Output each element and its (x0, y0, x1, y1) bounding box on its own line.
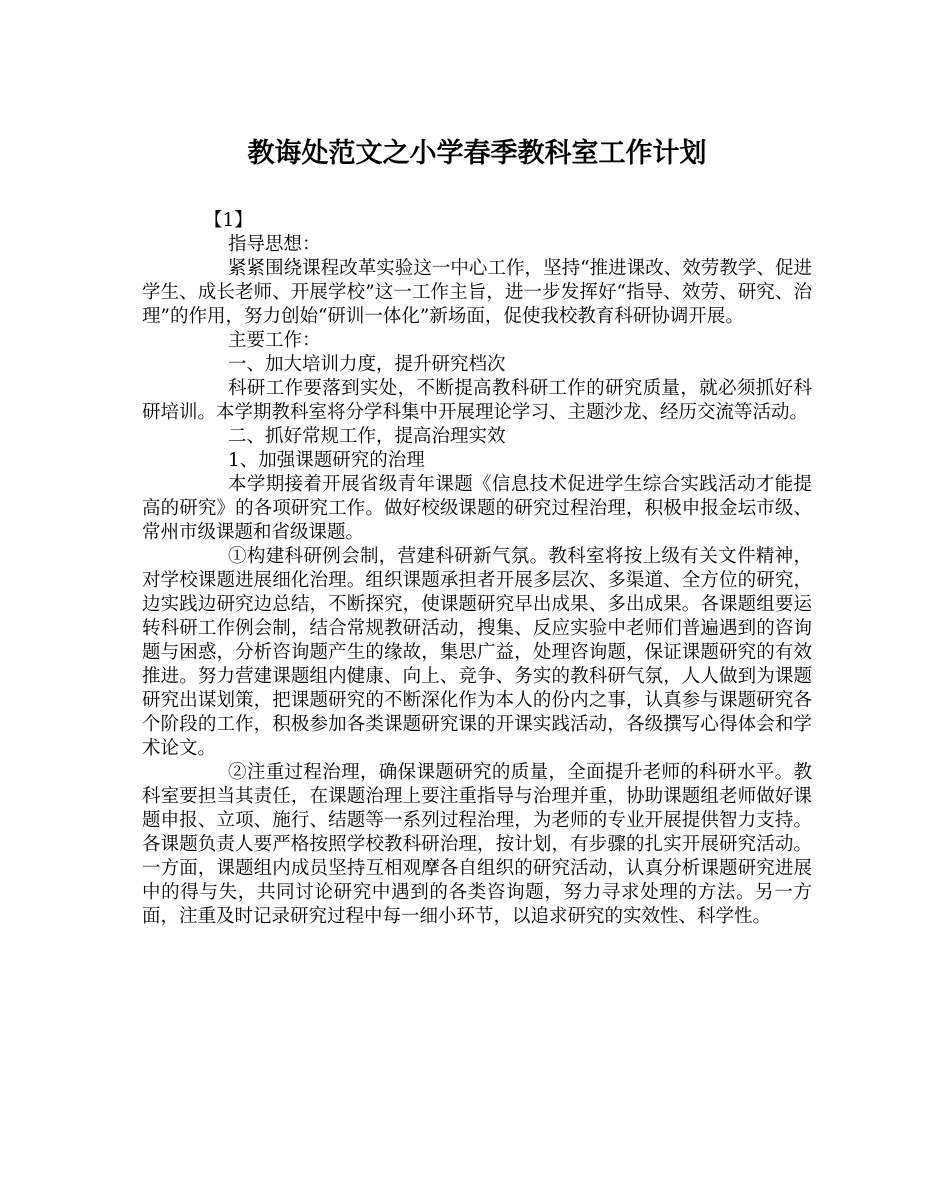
heading-main-work: 主要工作： (228, 330, 321, 351)
paragraph-guiding-ideology: 紧紧围绕课程改革实验这一中心工作，坚持“推进课改、效劳教学、促进学生、成长老师、开展学校”这一工作主旨，进一步发挥好“指导、效劳、研究、治理”的作用，努力创始“研训一体化”新场面，促使我校教育科研协调开展。 (142, 258, 812, 327)
heading-subsection-1: 1、加强课题研究的治理 (228, 450, 425, 471)
paragraph-training: 科研工作要落到实处，不断提高教科研工作的研究质量，就必须抓好科研培训。本学期教科室将分学科集中开展理论学习、主题沙龙、经历交流等活动。 (142, 378, 812, 423)
heading-section-1: 一、加大培训力度，提升研究档次 (228, 354, 506, 375)
heading-section-2: 二、抓好常规工作，提高治理实效 (228, 426, 506, 447)
section-marker: 【1】 (204, 210, 253, 231)
paragraph-project-research: 本学期接着开展省级青年课题《信息技术促进学生综合实践活动才能提高的研究》的各项研究工作。做好校级课题的研究过程治理，积极申报金坛市级、常州市级课题和省级课题。 (142, 474, 812, 543)
page-title: 教诲处范文之小学春季教科室工作计划 (247, 138, 707, 169)
document-body (142, 209, 812, 929)
heading-guiding-ideology: 指导思想： (228, 234, 321, 255)
paragraph-research-meeting: ①构建科研例会制，营建科研新气氛。教科室将按上级有关文件精神，对学校课题进展细化治理。组织课题承担者开展多层次、多渠道、全方位的研究，边实践边研究边总结，不断探究，使课题研究早出成果、多出成果。各课题组要运转科研工作例会制，结合常规教研活动，搜集、反应实验中老师们普遍遇到的咨询题与困惑，分析咨询题产生的缘故，集思广益，处理咨询题，保证课题研究的有效推进。努力营建课题组内健康、向上、竞争、务实的教科研气氛，人人做到为课题研究出谋划策，把课题研究的不断深化作为本人的份内之事，认真参与课题研究各个阶段的工作，积极参加各类课题研究课的开课实践活动，各级撰写心得体会和学术论文。 (142, 546, 812, 759)
paragraph-process-management: ②注重过程治理，确保课题研究的质量，全面提升老师的科研水平。教科室要担当其责任，在课题治理上要注重指导与治理并重，协助课题组老师做好课题申报、立项、施行、结题等一系列过程治理，为老师的专业开展提供智力支持。各课题负责人要严格按照学校教科研治理，按计划，有步骤的扎实开展研究活动。一方面，课题组内成员坚持互相观摩各自组织的研究活动，认真分析课题研究进展中的得与失，共同讨论研究中遇到的各类咨询题，努力寻求处理的方法。另一方面，注重及时记录研究过程中每一细小环节，以追求研究的实效性、科学性。 (142, 762, 812, 927)
